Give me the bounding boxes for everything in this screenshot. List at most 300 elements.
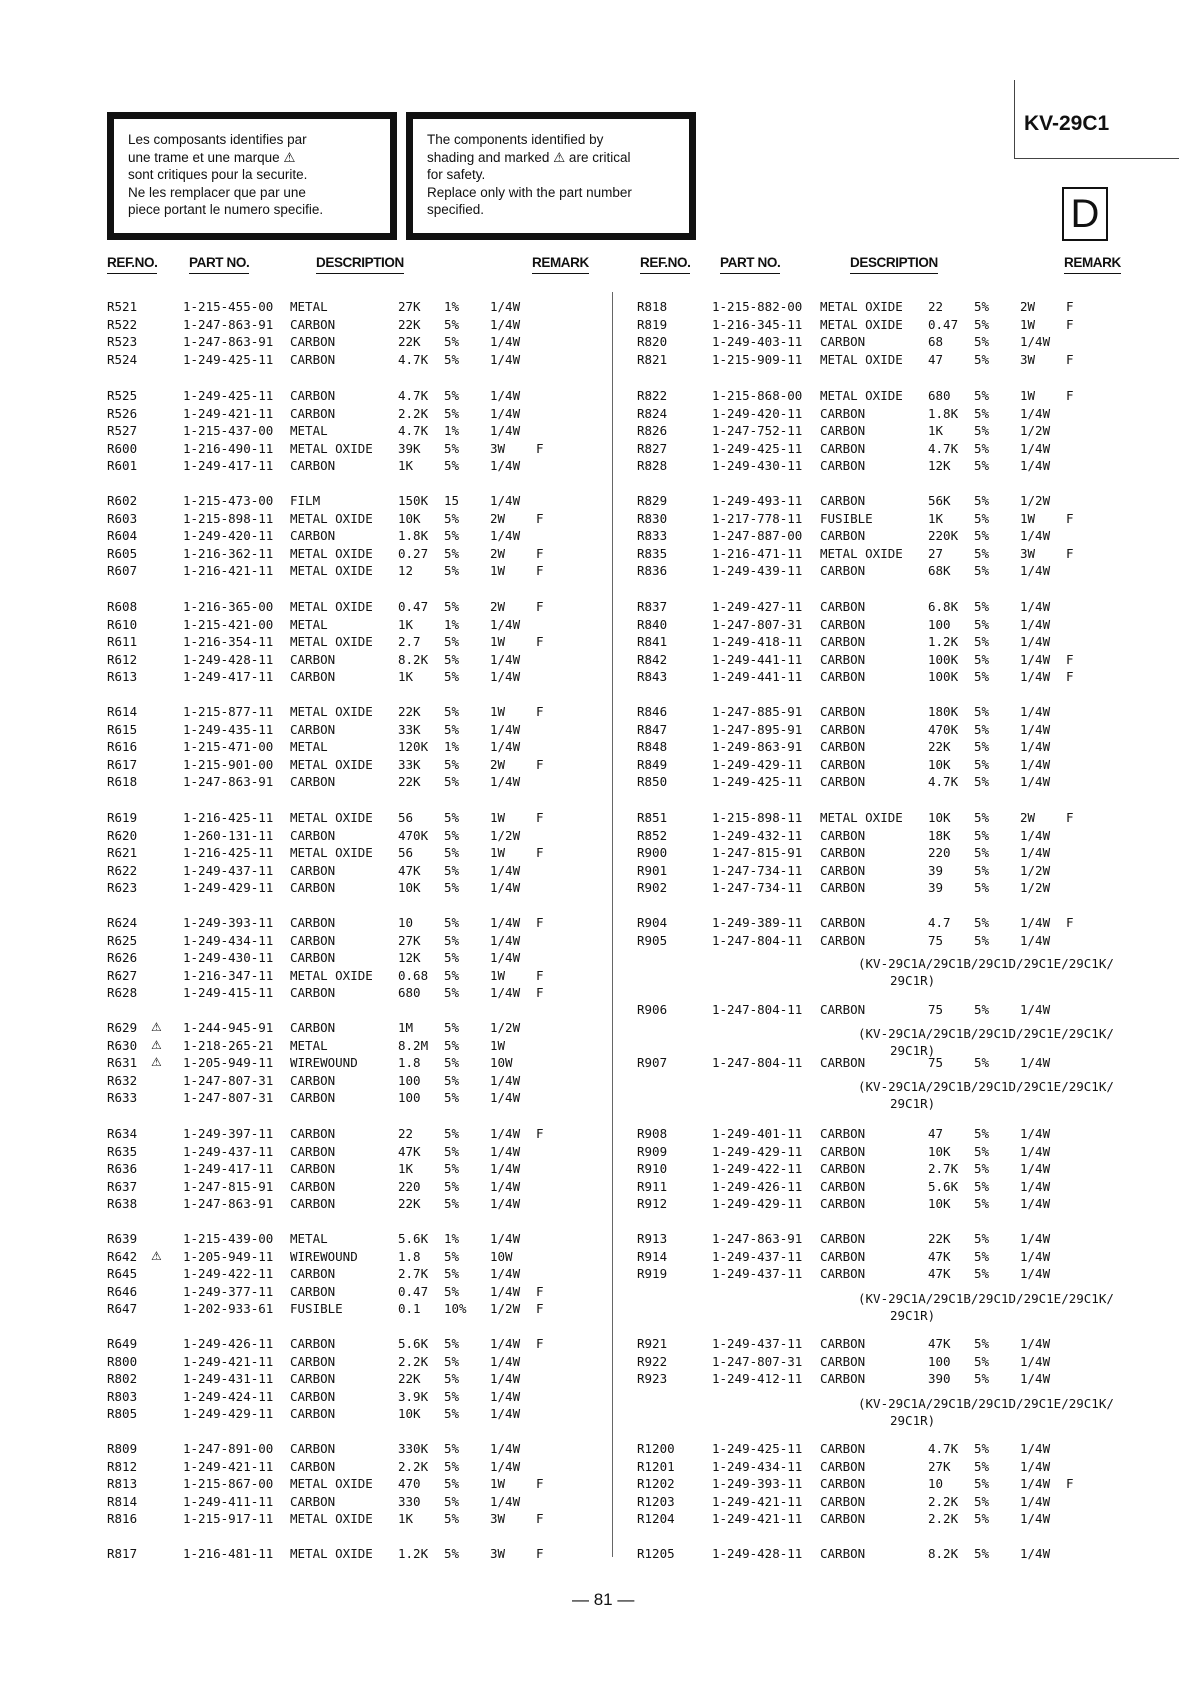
cell-desc: CARBON	[290, 1441, 336, 1456]
cell-tol: 5%	[444, 351, 460, 367]
cell-tol: 5%	[444, 1353, 460, 1369]
cell-tol: 5%	[974, 545, 990, 561]
cell-part: 1-249-432-11	[712, 827, 803, 843]
cell-desc: CARBON	[290, 316, 336, 332]
cell-desc: CARBON	[820, 704, 866, 719]
cell-value: 0.68	[398, 967, 429, 983]
cell-remark: F	[536, 440, 544, 456]
cell-ref: R923	[637, 1371, 668, 1387]
cell-tol: 5%	[444, 1143, 460, 1159]
cell-value: 47K	[398, 1143, 421, 1159]
cell-tol: 5%	[444, 334, 460, 350]
cell-desc: METAL OXIDE	[820, 299, 903, 314]
cell-rating: 2W	[490, 545, 506, 561]
cell-value: 100	[398, 1090, 421, 1106]
cell-part: 1-249-421-11	[183, 1353, 274, 1369]
cell-part: 1-215-471-00	[183, 739, 274, 755]
cell-ref: R822	[637, 388, 668, 403]
cell-tol: 1%	[444, 739, 460, 755]
cell-rating: 1/4W	[490, 616, 521, 632]
cell-desc: METAL OXIDE	[820, 810, 903, 825]
cell-value: 22K	[398, 774, 421, 790]
cell-desc: CARBON	[820, 1126, 866, 1141]
cell-ref: R812	[107, 1458, 138, 1474]
cell-ref: R1205	[637, 1546, 675, 1561]
cell-tol: 5%	[974, 1143, 990, 1159]
cell-desc: CARBON	[290, 1266, 336, 1282]
cell-value: 3.9K	[398, 1388, 429, 1404]
cell-part: 1-249-389-11	[712, 915, 803, 930]
cell-tol: 5%	[444, 1055, 460, 1071]
cell-rating: 3W	[490, 1546, 506, 1561]
cell-tol: 1%	[444, 616, 460, 632]
cell-rating: 1/4W	[1020, 756, 1051, 772]
section-letter-box: D	[1062, 187, 1108, 241]
cell-remark: F	[1066, 388, 1074, 403]
notice-line: for safety.	[427, 167, 486, 183]
cell-remark: F	[1066, 651, 1074, 667]
cell-part: 1-249-431-11	[183, 1371, 274, 1387]
cell-desc: METAL OXIDE	[290, 704, 373, 719]
cell-ref: R909	[637, 1143, 668, 1159]
cell-ref: R835	[637, 545, 668, 561]
cell-desc: METAL OXIDE	[290, 1511, 373, 1527]
cell-part: 1-249-437-11	[183, 1143, 274, 1159]
cell-rating: 1/4W	[1020, 1476, 1051, 1492]
cell-tol: 5%	[974, 316, 990, 332]
cell-value: 27K	[928, 1458, 951, 1474]
cell-rating: 1/4W	[490, 1196, 521, 1212]
cell-part: 1-244-945-91	[183, 1020, 274, 1035]
cell-desc: CARBON	[820, 1511, 866, 1527]
cell-part: 1-247-804-11	[712, 932, 803, 948]
cell-rating: 1/4W	[490, 388, 521, 403]
cell-rating: 1/4W	[1020, 1493, 1051, 1509]
cell-rating: 1/4W	[490, 423, 521, 439]
cell-rating: 2W	[490, 510, 506, 526]
cell-value: 2.7	[398, 634, 421, 650]
cell-remark: F	[1066, 299, 1074, 314]
cell-value: 4.7K	[398, 388, 429, 403]
notice-line: Les composants identifies par	[128, 132, 307, 147]
cell-desc: CARBON	[290, 1178, 336, 1194]
cell-value: 27K	[398, 299, 421, 314]
cell-remark: F	[1066, 915, 1074, 930]
column-header-part-left: PART NO.	[189, 255, 250, 270]
cell-ref: R816	[107, 1511, 138, 1527]
cell-tol: 5%	[974, 862, 990, 878]
cell-desc: CARBON	[290, 1493, 336, 1509]
cell-part: 1-215-898-11	[183, 510, 274, 526]
cell-part: 1-205-949-11	[183, 1055, 274, 1071]
cell-tol: 5%	[444, 1126, 460, 1141]
cell-desc: CARBON	[290, 1371, 336, 1387]
cell-part: 1-249-424-11	[183, 1388, 274, 1404]
cell-rating: 1/4W	[490, 651, 521, 667]
cell-part: 1-249-426-11	[712, 1178, 803, 1194]
cell-part: 1-249-415-11	[183, 985, 274, 1001]
cell-rating: 1/4W	[1020, 932, 1051, 948]
cell-rating: 1/4W	[490, 915, 521, 930]
cell-tol: 5%	[974, 423, 990, 439]
cell-rating: 1/4W	[490, 458, 521, 474]
cell-rating: 1/4W	[1020, 405, 1051, 421]
cell-part: 1-249-493-11	[712, 493, 803, 508]
column-header-remark-left: REMARK	[532, 255, 589, 270]
cell-value: 1.2K	[398, 1546, 429, 1561]
cell-ref: R638	[107, 1196, 138, 1212]
cell-ref: R608	[107, 599, 138, 614]
cell-ref: R631	[107, 1055, 138, 1071]
cell-ref: R1204	[637, 1511, 675, 1527]
cell-value: 10K	[928, 810, 951, 825]
cell-tol: 5%	[444, 528, 460, 544]
cell-rating: 1/4W	[490, 1388, 521, 1404]
cell-rating: 1/4W	[490, 1143, 521, 1159]
cell-part: 1-249-428-11	[712, 1546, 803, 1561]
cell-value: 8.2K	[928, 1546, 959, 1561]
cell-tol: 1%	[444, 423, 460, 439]
cell-rating: 1/2W	[1020, 862, 1051, 878]
cell-part: 1-249-437-11	[183, 862, 274, 878]
cell-part: 1-217-778-11	[712, 510, 803, 526]
cell-value: 4.7K	[928, 774, 959, 790]
cell-rating: 1/4W	[490, 1161, 521, 1177]
cell-ref: R521	[107, 299, 138, 314]
cell-rating: 1/4W	[490, 299, 521, 314]
notice-line: piece portant le numero specifie.	[128, 202, 324, 218]
cell-part: 1-218-265-21	[183, 1037, 274, 1053]
cell-desc: CARBON	[820, 739, 866, 755]
cell-rating: 1/4W	[1020, 1143, 1051, 1159]
cell-ref: R912	[637, 1196, 668, 1212]
cell-value: 22	[398, 1126, 414, 1141]
cell-part: 1-215-898-11	[712, 810, 803, 825]
variant-note: 29C1R)	[890, 1043, 936, 1058]
variant-note: (KV-29C1A/29C1B/29C1D/29C1E/29C1K/	[858, 1026, 1114, 1041]
cell-tol: 1%	[444, 299, 460, 314]
cell-tol: 5%	[974, 440, 990, 456]
cell-rating: 1/4W	[1020, 1546, 1051, 1561]
cell-ref: R647	[107, 1301, 138, 1317]
cell-part: 1-216-354-11	[183, 634, 274, 650]
cell-rating: 1/4W	[490, 334, 521, 350]
cell-ref: R633	[107, 1090, 138, 1106]
cell-desc: CARBON	[820, 458, 866, 474]
cell-part: 1-215-437-00	[183, 423, 274, 439]
cell-value: 47K	[928, 1248, 951, 1264]
cell-remark: F	[536, 1511, 544, 1527]
cell-part: 1-215-877-11	[183, 704, 274, 719]
cell-rating: 3W	[490, 440, 506, 456]
cell-tol: 5%	[444, 1441, 460, 1456]
cell-ref: R616	[107, 739, 138, 755]
cell-desc: METAL OXIDE	[820, 545, 903, 561]
column-header-part-right: PART NO.	[720, 255, 781, 270]
cell-tol: 5%	[444, 721, 460, 737]
cell-tol: 5%	[974, 1161, 990, 1177]
cell-value: 4.7K	[398, 423, 429, 439]
cell-value: 1.8	[398, 1248, 421, 1264]
cell-rating: 1/4W	[1020, 669, 1051, 685]
cell-part: 1-215-439-00	[183, 1231, 274, 1246]
cell-value: 22K	[928, 1231, 951, 1246]
cell-desc: CARBON	[820, 774, 866, 790]
cell-part: 1-249-418-11	[712, 634, 803, 650]
cell-part: 1-249-425-11	[712, 774, 803, 790]
cell-ref: R802	[107, 1371, 138, 1387]
cell-part: 1-249-417-11	[183, 1161, 274, 1177]
cell-rating: 1/4W	[1020, 739, 1051, 755]
cell-remark: F	[536, 545, 544, 561]
cell-rating: 1/2W	[1020, 423, 1051, 439]
cell-tol: 5%	[974, 704, 990, 719]
cell-desc: CARBON	[820, 669, 866, 685]
cell-desc: FUSIBLE	[820, 510, 873, 526]
cell-tol: 5%	[974, 1353, 990, 1369]
cell-desc: CARBON	[820, 334, 866, 350]
cell-rating: 1/4W	[490, 774, 521, 790]
cell-remark: F	[1066, 810, 1074, 825]
notice-line: sont critiques pour la securite.	[128, 167, 308, 183]
cell-part: 1-249-393-11	[712, 1476, 803, 1492]
cell-tol: 5%	[974, 721, 990, 737]
cell-remark: F	[1066, 669, 1074, 685]
cell-ref: R828	[637, 458, 668, 474]
cell-tol: 15	[444, 493, 460, 508]
cell-desc: METAL OXIDE	[820, 316, 903, 332]
cell-rating: 1/4W	[490, 351, 521, 367]
cell-desc: CARBON	[820, 1002, 866, 1017]
cell-part: 1-249-411-11	[183, 1493, 274, 1509]
cell-tol: 5%	[444, 669, 460, 685]
cell-rating: 1/4W	[1020, 1353, 1051, 1369]
cell-value: 5.6K	[398, 1231, 429, 1246]
cell-part: 1-249-437-11	[712, 1336, 803, 1351]
cell-rating: 1/4W	[1020, 1055, 1051, 1070]
cell-value: 100	[928, 616, 951, 632]
cell-ref: R634	[107, 1126, 138, 1141]
cell-desc: CARBON	[290, 651, 336, 667]
cell-ref: R602	[107, 493, 138, 508]
cell-value: 10K	[398, 1406, 421, 1422]
cell-part: 1-247-815-91	[712, 845, 803, 861]
cell-part: 1-249-421-11	[712, 1493, 803, 1509]
cell-desc: CARBON	[820, 423, 866, 439]
cell-ref: R624	[107, 915, 138, 930]
cell-desc: CARBON	[290, 1388, 336, 1404]
cell-value: 1K	[398, 669, 414, 685]
cell-part: 1-247-891-00	[183, 1441, 274, 1456]
cell-desc: METAL OXIDE	[290, 634, 373, 650]
column-header-ref-right: REF.NO.	[640, 255, 691, 270]
cell-value: 4.7K	[928, 1441, 959, 1456]
cell-ref: R842	[637, 651, 668, 667]
cell-desc: CARBON	[290, 862, 336, 878]
cell-rating: 1W	[490, 704, 506, 719]
cell-value: 470	[398, 1476, 421, 1492]
cell-part: 1-249-425-11	[183, 351, 274, 367]
variant-note: 29C1R)	[890, 1413, 936, 1428]
cell-value: 180K	[928, 704, 959, 719]
cell-tol: 5%	[444, 1511, 460, 1527]
cell-rating: 3W	[1020, 351, 1036, 367]
cell-desc: CARBON	[290, 827, 336, 843]
cell-ref: R847	[637, 721, 668, 737]
notice-line: specified.	[427, 202, 485, 218]
cell-tol: 5%	[974, 669, 990, 685]
cell-part: 1-216-421-11	[183, 563, 274, 579]
cell-desc: WIREWOUND	[290, 1248, 358, 1264]
cell-tol: 5%	[974, 810, 990, 825]
cell-desc: CARBON	[820, 827, 866, 843]
cell-tol: 5%	[444, 756, 460, 772]
cell-remark: F	[536, 704, 544, 719]
cell-value: 22K	[398, 316, 421, 332]
cell-value: 68	[928, 334, 944, 350]
cell-tol: 5%	[444, 1546, 460, 1561]
cell-desc: CARBON	[290, 1336, 336, 1351]
safety-warning-icon: ⚠	[151, 1248, 162, 1263]
cell-value: 39	[928, 880, 944, 896]
column-header-ref-left: REF.NO.	[107, 255, 158, 270]
cell-tol: 5%	[444, 1371, 460, 1387]
cell-part: 1-216-490-11	[183, 440, 274, 456]
cell-ref: R907	[637, 1055, 668, 1070]
variant-note: 29C1R)	[890, 973, 936, 988]
cell-rating: 1/4W	[1020, 1231, 1051, 1246]
cell-tol: 5%	[444, 1090, 460, 1106]
cell-tol: 5%	[444, 599, 460, 614]
cell-desc: METAL OXIDE	[290, 1546, 373, 1561]
model-number: KV-29C1	[1024, 112, 1110, 135]
cell-remark: F	[1066, 351, 1074, 367]
cell-ref: R620	[107, 827, 138, 843]
cell-ref: R615	[107, 721, 138, 737]
cell-tol: 5%	[974, 599, 990, 614]
cell-part: 1-202-933-61	[183, 1301, 274, 1317]
cell-remark: F	[1066, 545, 1074, 561]
cell-value: 0.47	[398, 1283, 429, 1299]
cell-part: 1-216-481-11	[183, 1546, 274, 1561]
cell-value: 470K	[398, 827, 429, 843]
cell-rating: 3W	[490, 1511, 506, 1527]
cell-rating: 1/4W	[490, 405, 521, 421]
cell-ref: R911	[637, 1178, 668, 1194]
cell-tol: 5%	[444, 1388, 460, 1404]
cell-value: 27	[928, 545, 944, 561]
cell-rating: 1/4W	[1020, 774, 1051, 790]
cell-value: 39K	[398, 440, 421, 456]
cell-rating: 1/2W	[490, 1301, 521, 1317]
cell-ref: R921	[637, 1336, 668, 1351]
cell-tol: 5%	[444, 1266, 460, 1282]
cell-desc: CARBON	[820, 528, 866, 544]
cell-tol: 5%	[444, 545, 460, 561]
cell-ref: R805	[107, 1406, 138, 1422]
cell-rating: 1/4W	[490, 1371, 521, 1387]
cell-rating: 1/4W	[1020, 634, 1051, 650]
cell-part: 1-249-421-11	[183, 405, 274, 421]
cell-remark: F	[1066, 510, 1074, 526]
cell-ref: R800	[107, 1353, 138, 1369]
cell-part: 1-216-362-11	[183, 545, 274, 561]
cell-desc: METAL OXIDE	[820, 388, 903, 403]
cell-value: 390	[928, 1371, 951, 1387]
cell-desc: CARBON	[820, 1353, 866, 1369]
cell-value: 47K	[928, 1266, 951, 1282]
cell-part: 1-247-863-91	[183, 334, 274, 350]
variant-note: (KV-29C1A/29C1B/29C1D/29C1E/29C1K/	[858, 1396, 1114, 1411]
cell-rating: 1/4W	[490, 1266, 521, 1282]
cell-tol: 10%	[444, 1301, 467, 1317]
cell-part: 1-215-867-00	[183, 1476, 274, 1492]
cell-tol: 5%	[444, 1493, 460, 1509]
cell-part: 1-249-420-11	[712, 405, 803, 421]
cell-ref: R605	[107, 545, 138, 561]
cell-ref: R628	[107, 985, 138, 1001]
cell-part: 1-247-863-91	[712, 1231, 803, 1246]
cell-rating: 1/4W	[490, 1458, 521, 1474]
cell-value: 1K	[928, 510, 944, 526]
cell-ref: R632	[107, 1072, 138, 1088]
cell-ref: R830	[637, 510, 668, 526]
cell-rating: 1/4W	[1020, 1458, 1051, 1474]
cell-tol: 5%	[444, 440, 460, 456]
cell-tol: 5%	[444, 1406, 460, 1422]
cell-value: 330	[398, 1493, 421, 1509]
cell-desc: METAL OXIDE	[290, 599, 373, 614]
cell-desc: CARBON	[820, 405, 866, 421]
cell-rating: 1W	[490, 845, 506, 861]
notice-line: Ne les remplacer que par une	[128, 184, 306, 200]
cell-rating: 1/4W	[490, 1336, 521, 1351]
cell-ref: R1202	[637, 1476, 675, 1492]
cell-value: 1K	[398, 1161, 414, 1177]
cell-desc: CARBON	[820, 1458, 866, 1474]
cell-ref: R908	[637, 1126, 668, 1141]
cell-rating: 1/4W	[490, 932, 521, 948]
cell-part: 1-249-429-11	[712, 1143, 803, 1159]
cell-value: 27K	[398, 932, 421, 948]
cell-desc: CARBON	[820, 721, 866, 737]
cell-rating: 1/4W	[490, 739, 521, 755]
cell-value: 33K	[398, 721, 421, 737]
cell-value: 1.8K	[928, 405, 959, 421]
cell-rating: 10W	[490, 1055, 513, 1071]
cell-ref: R618	[107, 774, 138, 790]
cell-tol: 5%	[974, 1055, 990, 1070]
cell-part: 1-205-949-11	[183, 1248, 274, 1264]
cell-rating: 1/4W	[490, 721, 521, 737]
cell-part: 1-249-393-11	[183, 915, 274, 930]
cell-ref: R905	[637, 932, 668, 948]
cell-ref: R843	[637, 669, 668, 685]
cell-value: 47K	[928, 1336, 951, 1351]
cell-tol: 5%	[444, 827, 460, 843]
cell-value: 1K	[398, 458, 414, 474]
cell-desc: METAL OXIDE	[290, 967, 373, 983]
cell-rating: 1/2W	[1020, 493, 1051, 508]
cell-ref: R904	[637, 915, 668, 930]
cell-part: 1-249-430-11	[712, 458, 803, 474]
cell-desc: METAL OXIDE	[290, 810, 373, 825]
cell-tol: 5%	[444, 458, 460, 474]
cell-desc: CARBON	[290, 1161, 336, 1177]
cell-value: 10K	[398, 880, 421, 896]
cell-rating: 1/4W	[490, 1090, 521, 1106]
cell-tol: 5%	[974, 1266, 990, 1282]
